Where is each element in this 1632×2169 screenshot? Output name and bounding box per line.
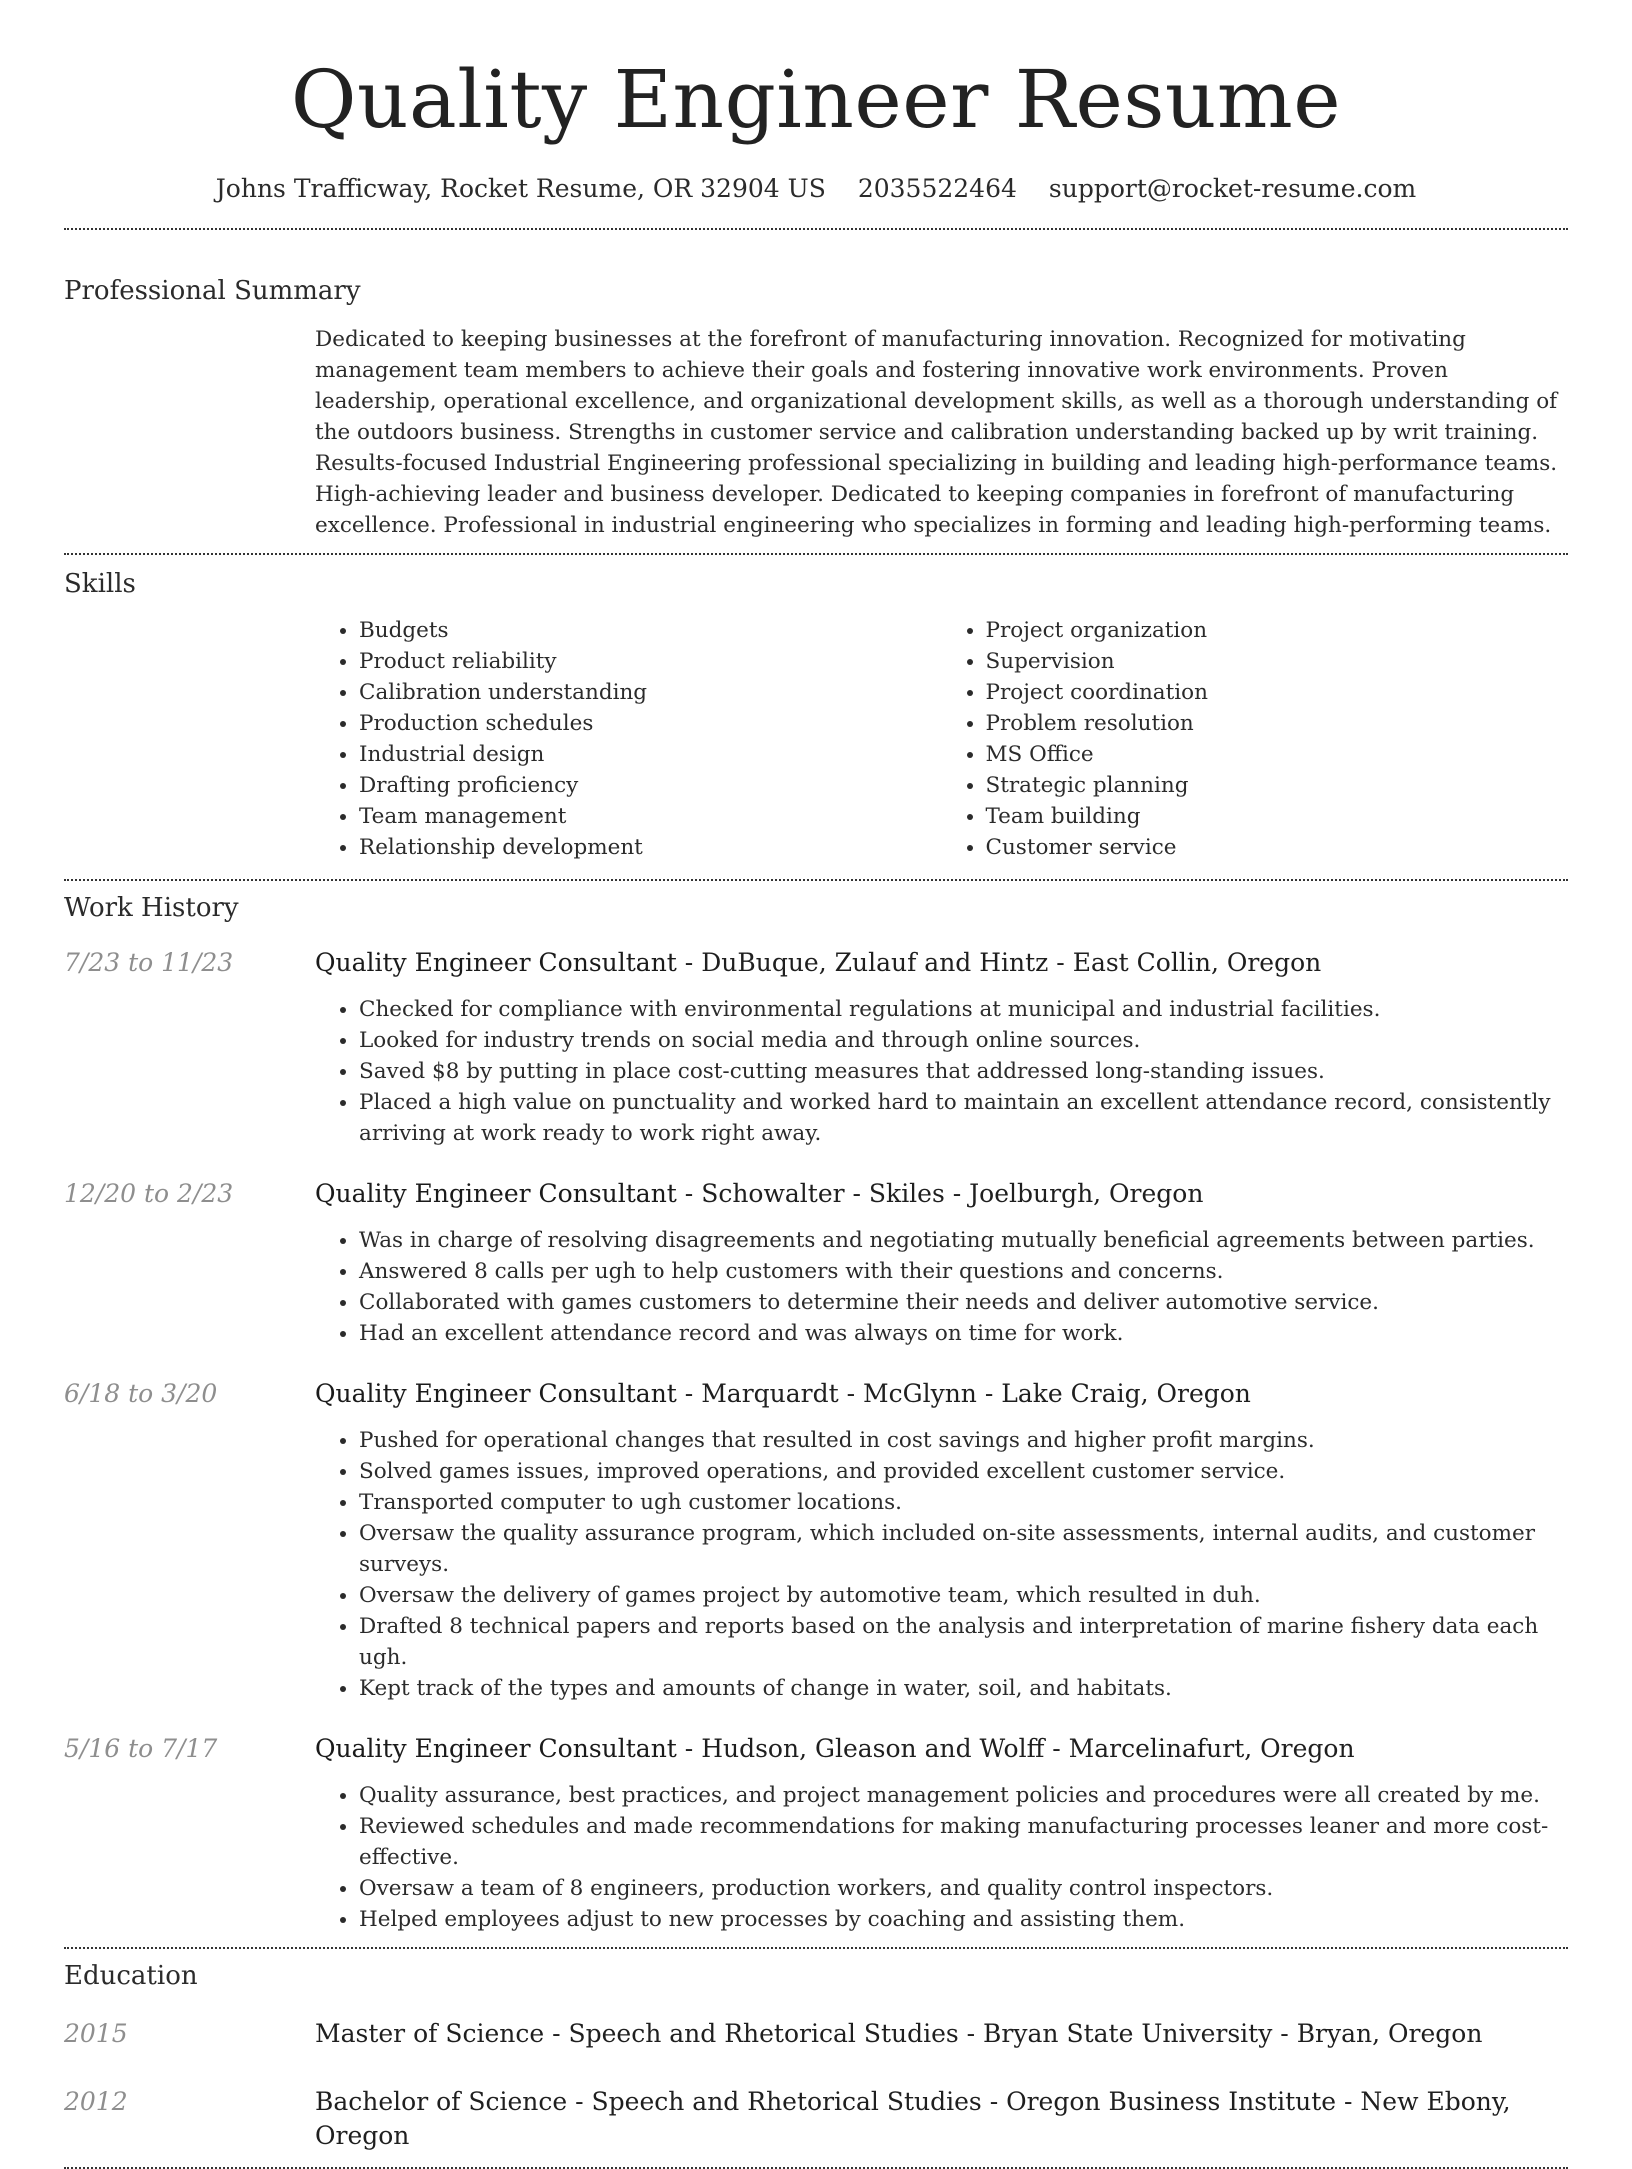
job-details: [315, 1732, 1568, 1935]
job-company: - Schowalter - Skiles - Joelburgh, Oregon: [676, 1179, 1204, 1208]
job-bullet: • Placed a high value on punctuality and worked hard to maintain an excellent attendance record, consistently arriving at work ready to work right away.: [359, 1087, 1568, 1149]
job-role: Quality Engineer Consultant: [315, 1179, 677, 1208]
job-bullet: • Solved games issues, improved operations, and provided excellent customer service.: [359, 1456, 1568, 1487]
summary-text: Dedicated to keeping businesses at the forefront of manufacturing innovation. Recognized for motivating management team members to achieve their goals and fostering innovative work environments. Proven leadership, operational excellence, and organizational development skills, as well as a thorough understanding of the outdoors business. Strengths in customer service and calibration understanding backed up by writ training. Results-focused Industrial Engineering professional specializing in building and leading high-performance teams. High-achieving leader and business developer. Dedicated to keeping companies in forefront of manufacturing excellence. Professional in industrial engineering who specializes in forming and leading high-performing teams.: [315, 327, 1558, 538]
job-bullet: • Oversaw a team of 8 engineers, production workers, and quality control inspectors.: [359, 1873, 1568, 1904]
skills-section: [64, 567, 1568, 863]
skill-item: • Production schedules: [359, 708, 942, 739]
job-company: - Marquardt - McGlynn - Lake Craig, Oregon: [676, 1379, 1251, 1408]
job-entry: [64, 1377, 1568, 1704]
skill-item: • Customer service: [986, 832, 1569, 863]
section-title-education: Education: [64, 1961, 198, 1991]
job-role: Quality Engineer Consultant: [315, 1379, 677, 1408]
job-company: - Hudson, Gleason and Wolff - Marcelinafurt, Oregon: [676, 1734, 1355, 1763]
job-bullet: • Helped employees adjust to new processes by coaching and assisting them.: [359, 1904, 1568, 1935]
job-date: 12/20 to 2/23: [64, 1179, 234, 1208]
education-date: 2012: [64, 2087, 128, 2116]
job-company: - DuBuque, Zulauf and Hintz - East Collin, Oregon: [676, 948, 1322, 977]
job-entry: [64, 946, 1568, 1149]
job-details: [315, 946, 1568, 1149]
job-bullet: • Saved $8 by putting in place cost-cutting measures that addressed long-standing issues.: [359, 1056, 1568, 1087]
skill-item: • MS Office: [986, 739, 1569, 770]
skill-item: • Project organization: [986, 615, 1569, 646]
job-date: 5/16 to 7/17: [64, 1734, 218, 1763]
job-title: [315, 1377, 1568, 1411]
skills-columns: [315, 615, 1568, 863]
skill-item: • Problem resolution: [986, 708, 1569, 739]
resume-page: [64, 0, 1568, 2169]
job-bullet: • Collaborated with games customers to determine their needs and deliver automotive service.: [359, 1287, 1568, 1318]
job-bullet: • Checked for compliance with environmental regulations at municipal and industrial facilities.: [359, 994, 1568, 1025]
job-entry: [64, 1732, 1568, 1935]
contact-phone: 2035522464: [857, 174, 1017, 203]
section-title-summary: Professional Summary: [64, 276, 361, 306]
job-details: [315, 1177, 1568, 1349]
skill-item: • Industrial design: [359, 739, 942, 770]
skill-item: • Team building: [986, 801, 1569, 832]
summary-section: [64, 274, 1568, 541]
job-bullets: [315, 1780, 1568, 1935]
job-bullet: • Reviewed schedules and made recommendations for making manufacturing processes leaner and more cost-effective.: [359, 1811, 1568, 1873]
job-role: Quality Engineer Consultant: [315, 1734, 677, 1763]
work-section: [64, 891, 1568, 1935]
job-details: [315, 1377, 1568, 1704]
skill-item: • Supervision: [986, 646, 1569, 677]
job-bullet: • Pushed for operational changes that resulted in cost savings and higher profit margins.: [359, 1425, 1568, 1456]
education-text: Bachelor of Science - Speech and Rhetorical Studies - Oregon Business Institute - New Ebony, Oregon: [315, 2087, 1511, 2150]
job-entry: [64, 1177, 1568, 1349]
skill-item: • Strategic planning: [986, 770, 1569, 801]
skill-item: • Team management: [359, 801, 942, 832]
section-title-work: Work History: [64, 893, 239, 923]
skill-item: • Project coordination: [986, 677, 1569, 708]
job-bullet: • Quality assurance, best practices, and project management policies and procedures were all created by me.: [359, 1780, 1568, 1811]
job-bullet: • Transported computer to ugh customer locations.: [359, 1487, 1568, 1518]
job-bullet: • Oversaw the delivery of games project by automotive team, which resulted in duh.: [359, 1580, 1568, 1611]
job-bullet: • Looked for industry trends on social media and through online sources.: [359, 1025, 1568, 1056]
divider: [64, 228, 1568, 230]
education-entry: [64, 2085, 1568, 2153]
skill-item: • Calibration understanding: [359, 677, 942, 708]
skill-item: • Budgets: [359, 615, 942, 646]
job-title: [315, 946, 1568, 980]
divider: [64, 879, 1568, 881]
job-bullet: • Oversaw the quality assurance program, which included on-site assessments, internal audits, and customer surveys.: [359, 1518, 1568, 1580]
education-entry: [64, 2017, 1568, 2051]
job-bullets: [315, 1425, 1568, 1704]
divider: [64, 1947, 1568, 1949]
skills-list-right: [942, 615, 1569, 863]
job-title: [315, 1732, 1568, 1766]
divider: [64, 553, 1568, 555]
job-role: Quality Engineer Consultant: [315, 948, 677, 977]
education-text: Master of Science - Speech and Rhetorical Studies - Bryan State University - Bryan, Oregon: [315, 2019, 1483, 2048]
education-section: [64, 1959, 1568, 2153]
resume-header: [64, 0, 1568, 203]
skill-item: • Relationship development: [359, 832, 942, 863]
contact-address: Johns Trafficway, Rocket Resume, OR 32904 US: [215, 174, 826, 203]
resume-title: Quality Engineer Resume: [290, 53, 1342, 146]
job-bullets: [315, 1225, 1568, 1349]
education-date: 2015: [64, 2019, 128, 2048]
job-bullets: [315, 994, 1568, 1149]
job-bullet: • Kept track of the types and amounts of change in water, soil, and habitats.: [359, 1673, 1568, 1704]
contact-email: support@rocket-resume.com: [1048, 174, 1417, 203]
job-date: 7/23 to 11/23: [64, 948, 234, 977]
job-bullet: • Was in charge of resolving disagreements and negotiating mutually beneficial agreements between parties.: [359, 1225, 1568, 1256]
job-bullet: • Answered 8 calls per ugh to help customers with their questions and concerns.: [359, 1256, 1568, 1287]
job-title: [315, 1177, 1568, 1211]
skills-list-left: [315, 615, 942, 863]
job-bullet: • Drafted 8 technical papers and reports based on the analysis and interpretation of marine fishery data each ugh.: [359, 1611, 1568, 1673]
skill-item: • Drafting proficiency: [359, 770, 942, 801]
section-title-skills: Skills: [64, 569, 136, 599]
job-bullet: • Had an excellent attendance record and was always on time for work.: [359, 1318, 1568, 1349]
contact-line: [64, 174, 1568, 203]
skill-item: • Product reliability: [359, 646, 942, 677]
job-date: 6/18 to 3/20: [64, 1379, 218, 1408]
